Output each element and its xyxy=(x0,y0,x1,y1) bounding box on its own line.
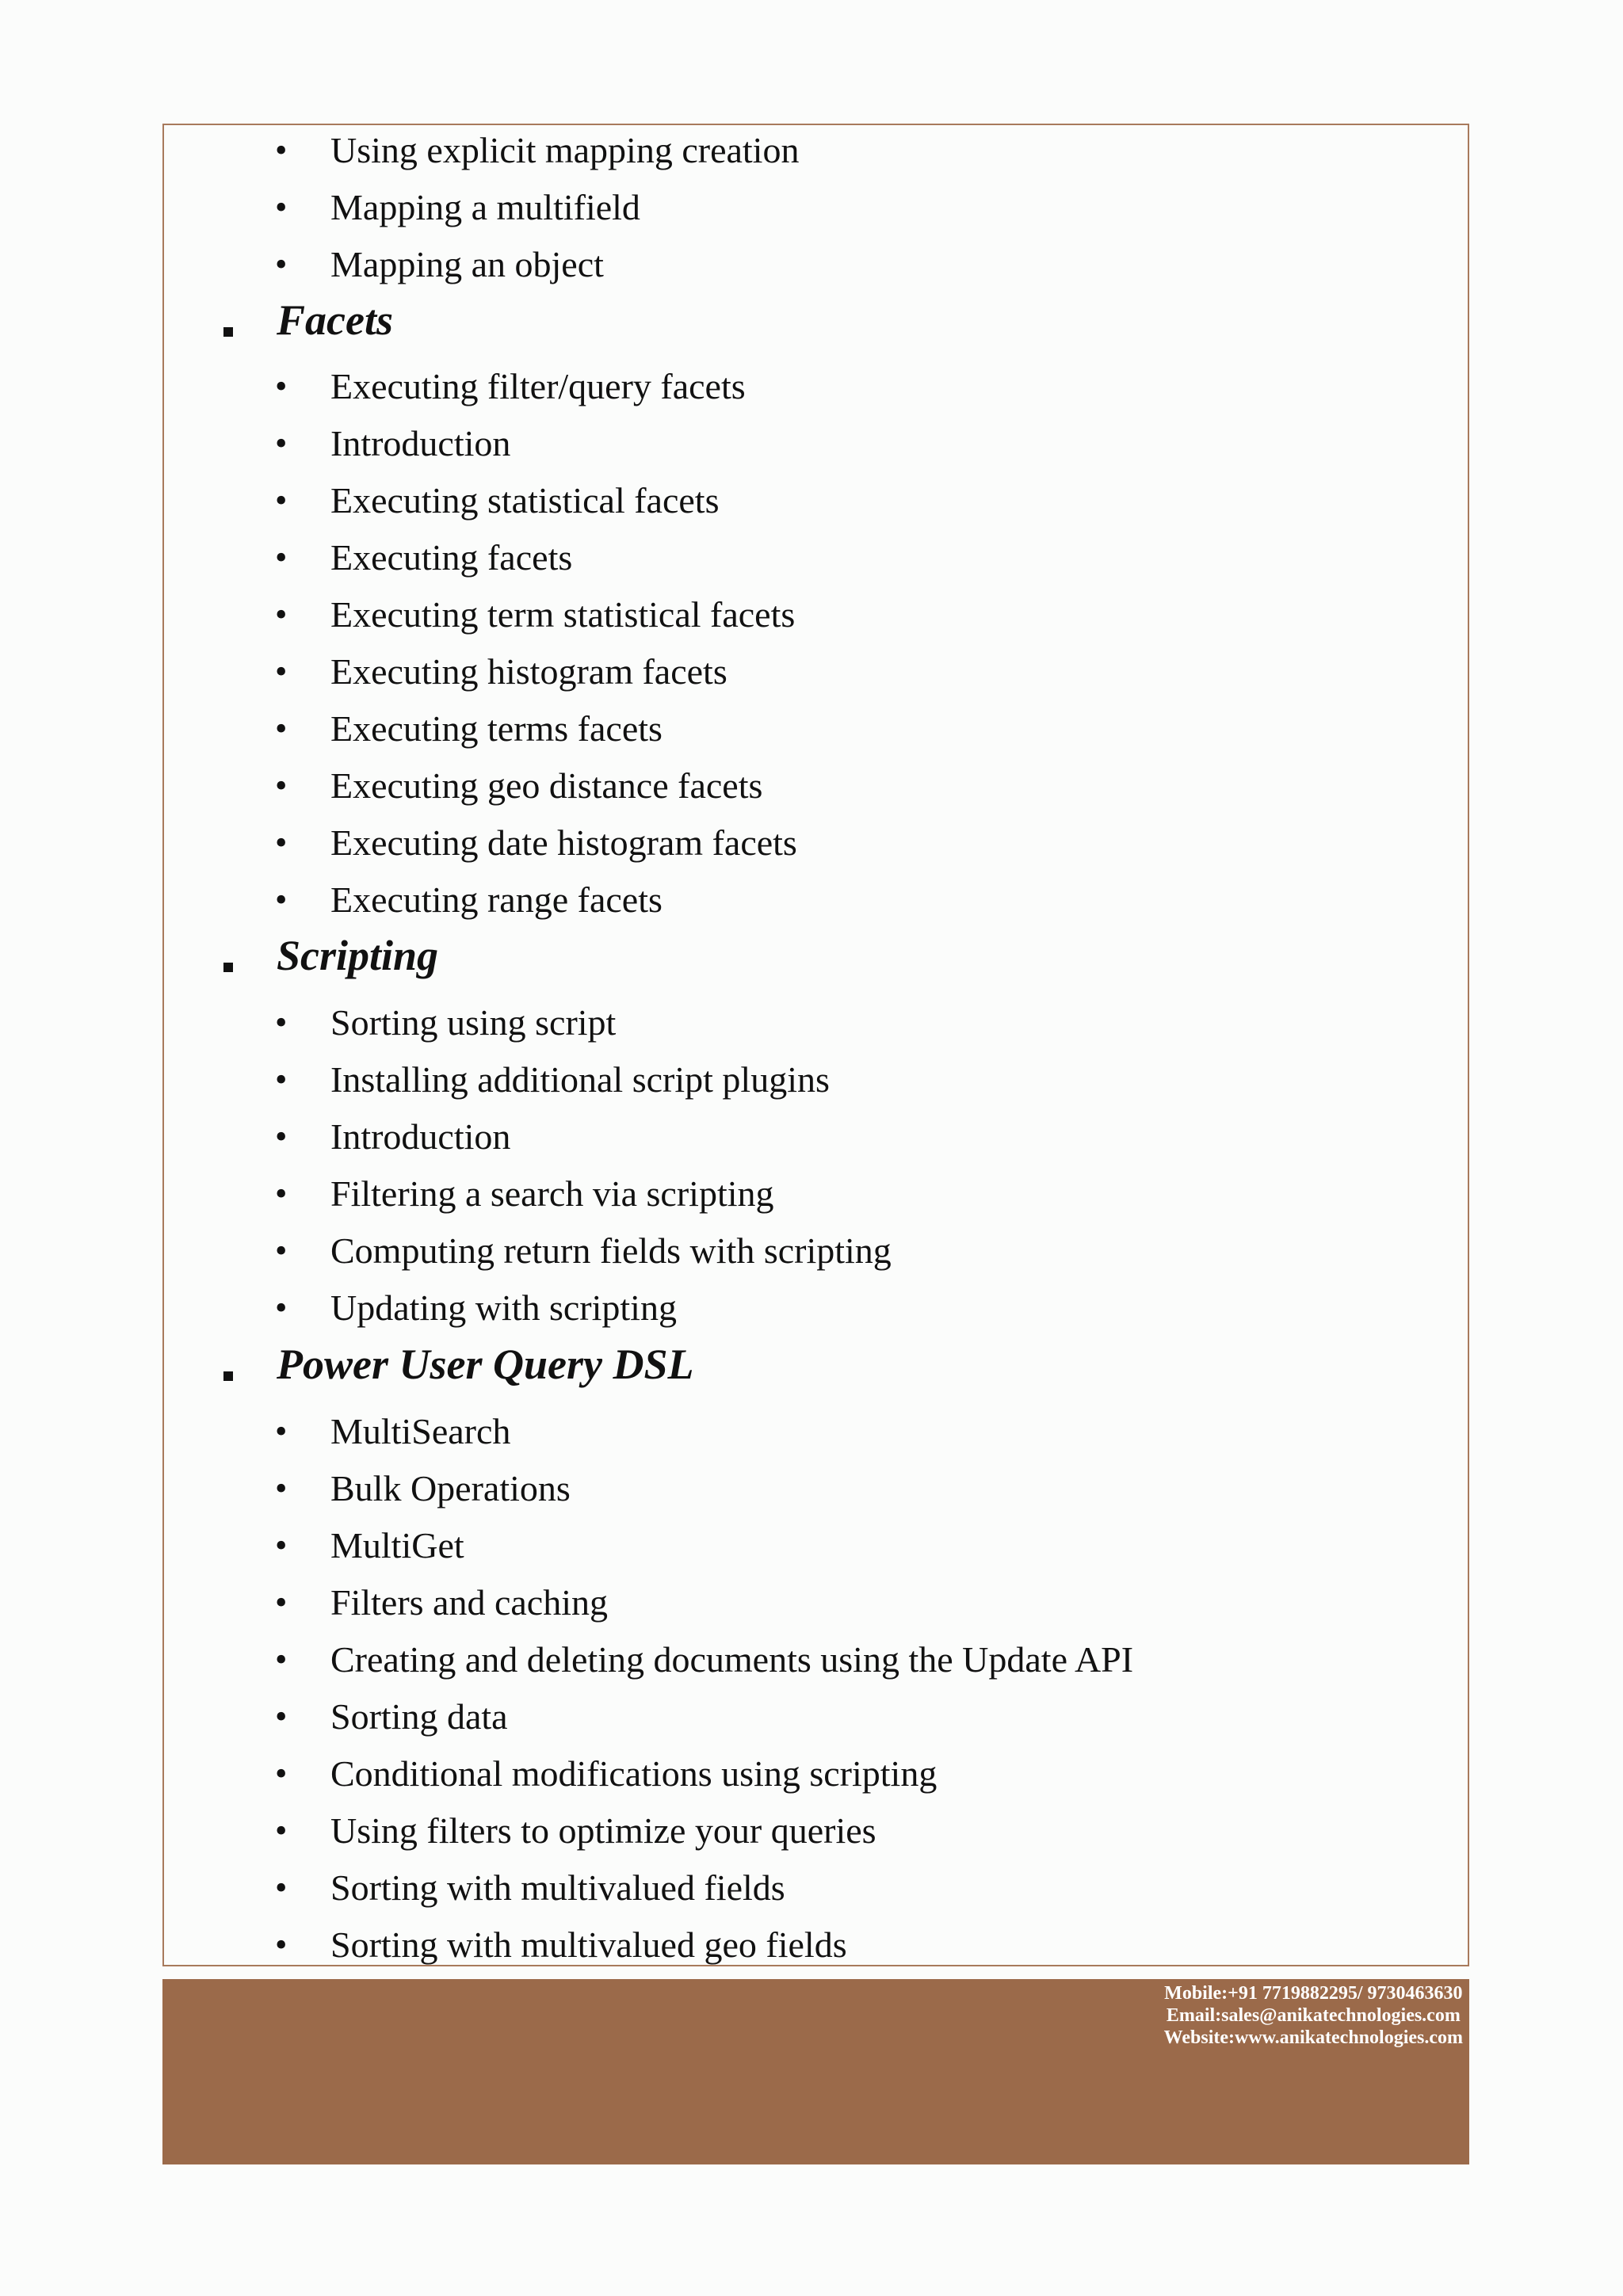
list-item-text: Introduction xyxy=(330,1116,511,1157)
footer-contacts xyxy=(1164,1982,1463,2049)
content-frame xyxy=(162,124,1469,1966)
bullet: • xyxy=(275,1174,288,1213)
bullet: • xyxy=(275,538,288,577)
bullet: • xyxy=(275,1117,288,1156)
list-item-text: Sorting with multivalued geo fields xyxy=(330,1924,847,1965)
bullet: • xyxy=(275,1469,288,1508)
list-item-text: Executing geo distance facets xyxy=(330,765,763,806)
bullet: • xyxy=(275,709,288,748)
list-item-text: Executing term statistical facets xyxy=(330,594,796,635)
section-title-facets: Facets xyxy=(277,296,393,344)
list-item-text: Mapping a multifield xyxy=(330,187,640,227)
list-item-text: Installing additional script plugins xyxy=(330,1059,830,1100)
bullet: • xyxy=(275,1811,288,1850)
list-item-text: Executing filter/query facets xyxy=(330,366,746,406)
list-item-text: Filtering a search via scripting xyxy=(330,1173,774,1214)
bullet: • xyxy=(275,823,288,862)
list-item-text: Executing histogram facets xyxy=(330,651,727,692)
bullet: • xyxy=(275,1640,288,1679)
list-item-text: Computing return fields with scripting xyxy=(330,1230,892,1271)
bullet: • xyxy=(275,424,288,463)
bullet: • xyxy=(275,1231,288,1270)
bullet: • xyxy=(275,481,288,520)
bullet: • xyxy=(275,1526,288,1565)
list-item-text: Using filters to optimize your queries xyxy=(330,1810,876,1851)
bullet: • xyxy=(275,367,288,406)
bullet: • xyxy=(275,652,288,691)
list-item-text: Mapping an object xyxy=(330,244,604,284)
list-item-text: Sorting using script xyxy=(330,1002,617,1043)
footer-mobile: Mobile:+91 7719882295/ 9730463630 xyxy=(1164,1983,1463,2004)
list-item-text: Bulk Operations xyxy=(330,1468,571,1508)
bullet: • xyxy=(275,1697,288,1736)
list-item-text: Conditional modifications using scripting xyxy=(330,1753,938,1794)
section-marker xyxy=(223,963,233,972)
footer-bar xyxy=(162,1979,1469,2164)
list-item-text: Creating and deleting documents using the Update API xyxy=(330,1639,1134,1680)
list-item-text: MultiGet xyxy=(330,1525,464,1566)
list-item-text: Filters and caching xyxy=(330,1582,609,1623)
bullet: • xyxy=(275,766,288,805)
section-marker xyxy=(223,1371,233,1381)
list-item-text: Sorting with multivalued fields xyxy=(330,1867,785,1908)
list-item-text: Executing date histogram facets xyxy=(330,822,797,863)
bullet: • xyxy=(275,1003,288,1042)
section-marker xyxy=(223,327,233,337)
bullet: • xyxy=(275,1288,288,1327)
list-item-text: MultiSearch xyxy=(330,1411,511,1451)
list-item-text: Sorting data xyxy=(330,1696,508,1737)
list-item-text: Introduction xyxy=(330,423,511,463)
footer-website: Website:www.anikatechnologies.com xyxy=(1163,2027,1463,2048)
section-title-power-user-query-dsl: Power User Query DSL xyxy=(277,1341,694,1388)
bullet: • xyxy=(275,1868,288,1907)
bullet: • xyxy=(275,880,288,919)
bullet: • xyxy=(275,1925,288,1964)
list-item-text: Executing statistical facets xyxy=(330,480,720,521)
bullet: • xyxy=(275,1060,288,1099)
list-item-text: Executing terms facets xyxy=(330,708,663,749)
bullet: • xyxy=(275,245,288,284)
list-item-text: Using explicit mapping creation xyxy=(330,130,800,170)
bullet: • xyxy=(275,188,288,227)
list-item-text: Updating with scripting xyxy=(330,1287,677,1328)
list-item-text: Executing range facets xyxy=(330,879,663,920)
list-item-text: Executing facets xyxy=(330,537,573,578)
bullet: • xyxy=(275,1583,288,1622)
bullet: • xyxy=(275,1754,288,1793)
bullet: • xyxy=(275,595,288,634)
section-title-scripting: Scripting xyxy=(277,932,439,979)
bullet: • xyxy=(275,131,288,170)
footer-email: Email:sales@anikatechnologies.com xyxy=(1166,2005,1461,2026)
bullet: • xyxy=(275,1412,288,1451)
